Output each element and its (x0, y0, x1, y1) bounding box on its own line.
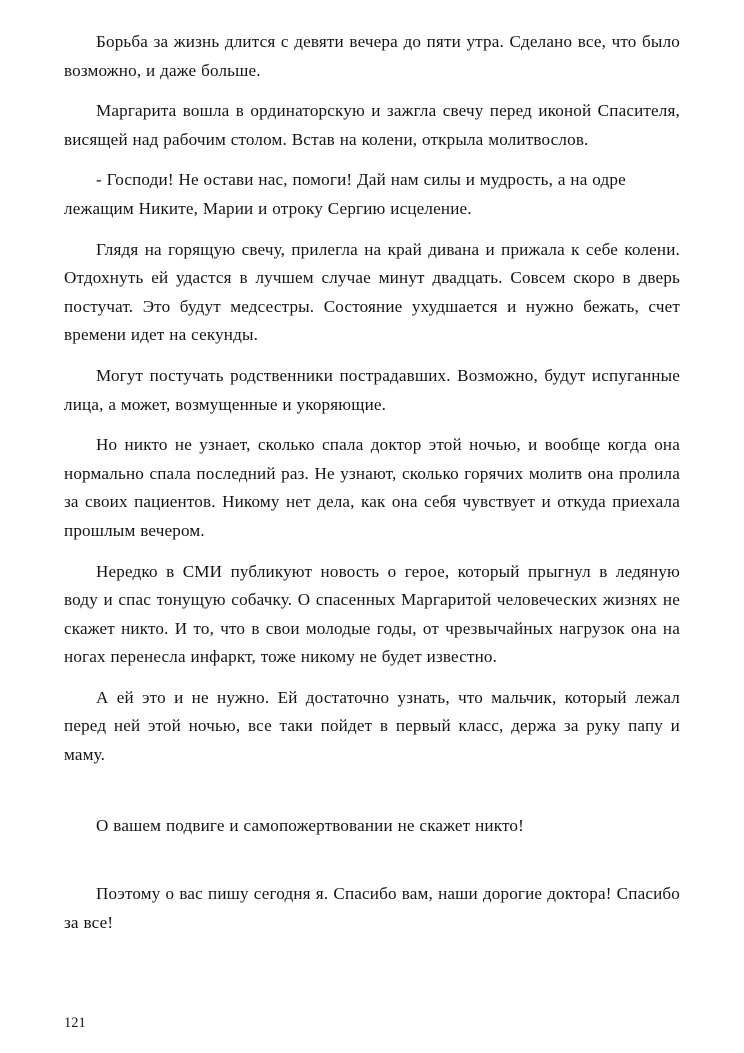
paragraph-8: А ей это и не нужно. Ей достаточно узнать, что мальчик, который лежал перед ней этой ночью, все таки пойдет в первый класс, держа за руку папу и маму. (64, 687, 680, 765)
paragraph-6: Но никто не узнает, сколько спала доктор этой ночью, и вообще когда она нормально спала последний раз. Не узнают, сколько горячих молитв она пролила за своих пациентов. Никому нет дела, как она себя чувствует и откуда приехала прошлым вечером. (64, 435, 680, 540)
paragraph-5: Могут постучать родственники пострадавших. Возможно, будут испуганные лица, а может, возмущенные и укоряющие. (64, 365, 680, 414)
page-text-body (64, 28, 680, 937)
paragraph-3-prayer: - Господи! Не остави нас, помоги! Дай нам силы и мудрость, а на одре лежащим Никите, Марии и отроку Сергию исцеление. (64, 170, 626, 218)
paragraph-10-closing: Поэтому о вас пишу сегодня я. Спасибо вам, наши дорогие доктора! Спасибо за все! (64, 884, 680, 932)
section-gap (64, 840, 680, 880)
paragraph-gap (64, 85, 680, 97)
page-number: 121 (64, 1015, 86, 1031)
paragraph-2: Маргарита вошла в ординаторскую и зажгла свечу перед иконой Спасителя, висящей над рабочим столом. Встав на колени, открыла молитвослов. (64, 101, 680, 149)
paragraph-gap (64, 546, 680, 558)
paragraph-7: Нередко в СМИ публикуют новость о герое, который прыгнул в ледяную воду и спас тонущую собачку. О спасенных Маргаритой человеческих жизнях не скажет никто. И то, что в свои молодые годы, от чрезвычайных нагрузок она на ногах перенесла инфаркт, тоже никому не будет известно. (64, 561, 680, 667)
paragraph-9-statement: О вашем подвиге и самопожертвовании не скажет никто! (96, 815, 524, 835)
paragraph-gap (64, 350, 680, 362)
paragraph-gap (64, 224, 680, 236)
paragraph-gap (64, 672, 680, 684)
paragraph-gap (64, 154, 680, 166)
paragraph-1: Борьба за жизнь длится с девяти вечера до пяти утра. Сделано все, что было возможно, и даже больше. (64, 32, 680, 80)
section-gap (64, 770, 680, 812)
paragraph-4: Глядя на горящую свечу, прилегла на край дивана и прижала к себе колени. Отдохнуть ей удастся в лучшем случае минут двадцать. Совсем скоро в дверь постучат. Это будут медсестры. Состояние ухудшается и нужно бежать, счет времени идет на секунды. (64, 239, 680, 345)
paragraph-gap (64, 419, 680, 431)
